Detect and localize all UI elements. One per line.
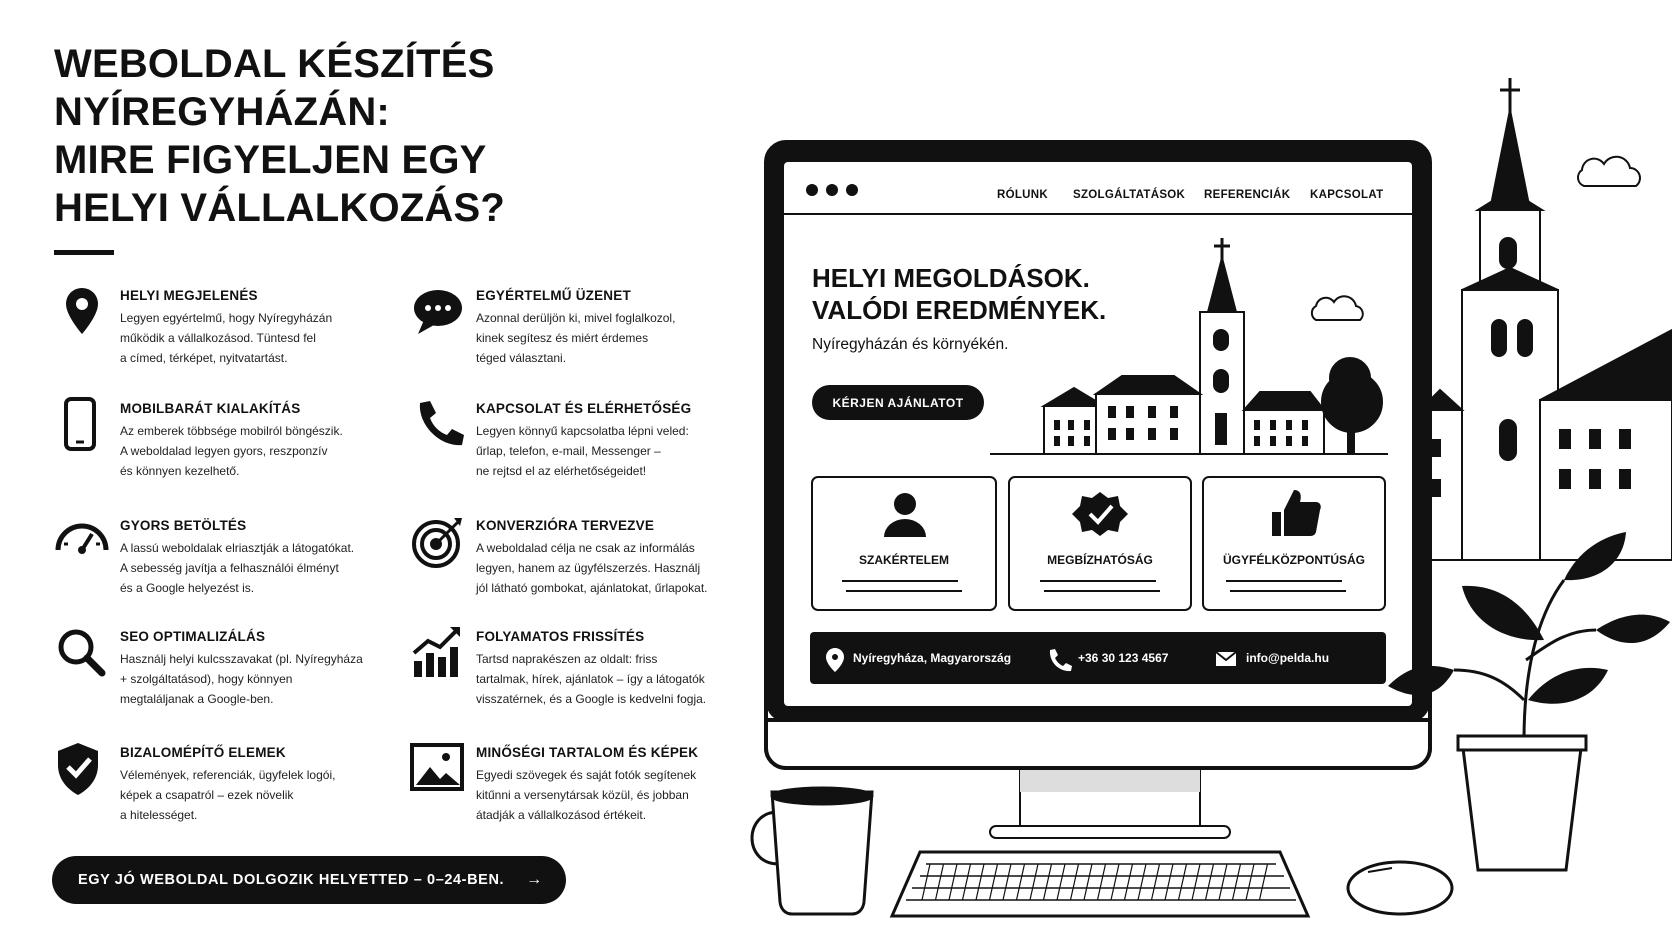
hero-cta-button[interactable] [812, 385, 984, 420]
footer-email[interactable]: info@pelda.hu [1246, 651, 1330, 665]
coffee-mug [752, 788, 872, 914]
feature-text: képek a csapatról – ezek növelik [120, 788, 294, 802]
feature-text: űrlap, telefon, e-mail, Messenger – [476, 444, 661, 458]
title-line: HELYI VÁLLALKOZÁS? [54, 186, 506, 230]
feature-text: Vélemények, referenciák, ügyfelek logói, [120, 768, 336, 782]
feature-text: és könnyen kezelhető. [120, 464, 240, 478]
feature-text: jól látható gombokat, ajánlatokat, űrlapokat. [476, 581, 708, 595]
feature-text: és a Google helyezést is. [120, 581, 255, 595]
feature-text: a címed, térképet, nyitvatartást. [120, 351, 288, 365]
hero-subtitle: Nyíregyházán és környékén. [812, 336, 1009, 353]
feature-text: kitűnni a versenytársak közül, és jobban [476, 788, 689, 802]
feature-heading: HELYI MEGJELENÉS [120, 288, 258, 303]
hero-title [812, 262, 1106, 326]
feature-text: Legyen könnyű kapcsolatba lépni veled: [476, 424, 689, 438]
hero-cta-label: KÉRJEN AJÁNLATOT [832, 395, 964, 410]
nav-link-contact[interactable]: KAPCSOLAT [1310, 189, 1384, 201]
feature-text: A weboldalad célja ne csak az informálás [476, 541, 695, 555]
feature-text: Használj helyi kulcsszavakat (pl. Nyíregyháza [120, 652, 363, 666]
feature-heading: GYORS BETÖLTÉS [120, 518, 247, 533]
feature-text: legyen, hanem az ügyfélszerzés. Használj [476, 561, 701, 575]
card-label-expertise: SZAKÉRTELEM [859, 553, 949, 567]
feature-text: A sebesség javítja a felhasználói élményt [120, 561, 339, 575]
nav-link-about[interactable]: RÓLUNK [997, 189, 1048, 201]
hero-title-line: VALÓDI EREDMÉNYEK. [812, 295, 1107, 325]
feature-text: + szolgáltatásod), hogy könnyen [120, 672, 293, 686]
church-illustration [1420, 78, 1672, 560]
feature-text: A lassú weboldalak elriasztják a látogatókat. [120, 541, 355, 555]
title-line: MIRE FIGYELJEN EGY [54, 138, 487, 182]
feature-heading: KAPCSOLAT ÉS ELÉRHETŐSÉG [476, 401, 692, 416]
feature-heading: EGYÉRTELMŰ ÜZENET [476, 288, 631, 303]
card-label-reliability: MEGBÍZHATÓSÁG [1047, 553, 1153, 567]
feature-text: ne rejtsd el az elérhetőségeidet! [476, 464, 647, 478]
feature-text: Egyedi szövegek és saját fotók segítenek [476, 768, 697, 782]
feature-heading: FOLYAMATOS FRISSÍTÉS [476, 629, 645, 644]
card-label-customer-focus: ÜGYFÉLKÖZPONTÚSÁG [1222, 553, 1365, 567]
footer-location: Nyíregyháza, Magyarország [853, 651, 1012, 665]
feature-text: A weboldalad legyen gyors, reszponzív [120, 444, 328, 458]
feature-text: Legyen egyértelmű, hogy Nyíregyházán [120, 311, 333, 325]
feature-text: átadják a vállalkozásod értékeit. [476, 808, 647, 822]
feature-heading: KONVERZIÓRA TERVEZVE [476, 518, 655, 533]
title-line: NYÍREGYHÁZÁN: [54, 90, 390, 134]
arrow-right-icon: → [526, 871, 543, 888]
feature-heading: BIZALOMÉPÍTŐ ELEMEK [120, 745, 286, 760]
computer-mouse [1348, 862, 1452, 914]
feature-heading: SEO OPTIMALIZÁLÁS [120, 629, 266, 644]
feature-text: a hitelességet. [120, 808, 198, 822]
nav-link-services[interactable]: SZOLGÁLTATÁSOK [1073, 189, 1186, 201]
feature-heading: MOBILBARÁT KIALAKÍTÁS [120, 401, 301, 416]
title-line: WEBOLDAL KÉSZÍTÉS [54, 42, 495, 86]
feature-text: megtaláljanak a Google-ben. [120, 692, 274, 706]
feature-text: kinek segítesz és miért érdemes [476, 331, 649, 345]
cta-banner-label: EGY JÓ WEBOLDAL DOLGOZIK HELYETTED – 0–24-BEN. [78, 872, 505, 888]
hero-title-line: HELYI MEGOLDÁSOK. [812, 263, 1090, 293]
keyboard [892, 852, 1308, 916]
mail-icon [1216, 652, 1236, 666]
nav-link-references[interactable]: REFERENCIÁK [1204, 189, 1291, 201]
footer-phone[interactable]: +36 30 123 4567 [1078, 651, 1169, 665]
feature-text: visszatérnek, és a Google is kedvelni fogja. [476, 692, 707, 706]
feature-text: tartalmak, hírek, ajánlatok – így a látogatók [476, 672, 705, 686]
feature-text: működik a vállalkozásod. Tüntesd fel [120, 331, 316, 345]
feature-text: Azonnal derüljön ki, mivel foglalkozol, [476, 311, 676, 325]
feature-heading: MINŐSÉGI TARTALOM ÉS KÉPEK [476, 745, 699, 760]
feature-text: Tartsd naprakészen az oldalt: friss [476, 652, 658, 666]
feature-text: téged választani. [476, 351, 567, 365]
feature-text: Az emberek többsége mobilról böngészik. [120, 424, 343, 438]
